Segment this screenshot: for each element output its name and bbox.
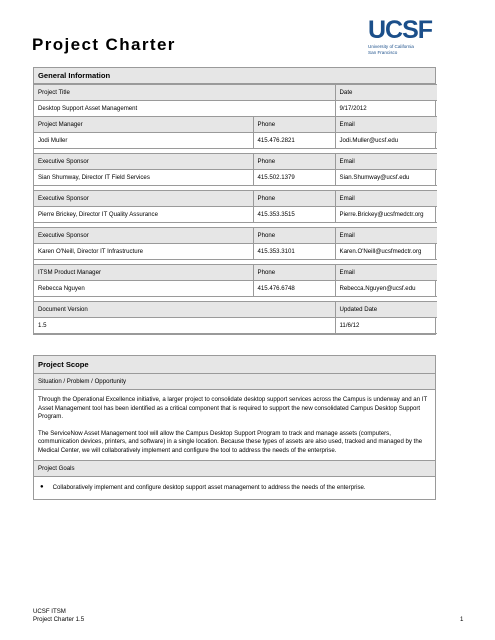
- phone-label: Phone: [253, 228, 335, 244]
- bullet-icon: ●: [40, 484, 44, 491]
- logo-subtitle-line-1: University of California: [368, 44, 414, 49]
- date-label: Date: [335, 85, 437, 101]
- email-label: Email: [335, 117, 437, 133]
- table-row: [34, 302, 437, 318]
- situation-body: [34, 390, 435, 461]
- email-label: Email: [335, 191, 437, 207]
- table-row: [34, 265, 437, 281]
- logo-subtitle: [368, 44, 468, 55]
- person-email: Karen.O'Neill@ucsfmedctr.org: [335, 244, 437, 260]
- document-version-value: 1.5: [34, 318, 335, 334]
- phone-label: Phone: [253, 191, 335, 207]
- logo-subtitle-line-2: San Francisco: [368, 49, 398, 55]
- goal-text: Collaboratively implement and configure desktop support asset management to address the needs of the enterprise.: [52, 483, 366, 491]
- phone-label: Phone: [253, 265, 335, 281]
- general-information-section: [33, 67, 436, 335]
- table-row: [34, 133, 437, 149]
- table-row: [34, 207, 437, 223]
- project-scope-section: [33, 355, 436, 500]
- table-row: [34, 85, 437, 101]
- page-title: Project Charter: [32, 35, 176, 54]
- phone-label: Phone: [253, 117, 335, 133]
- general-information-heading: General Information: [34, 68, 435, 84]
- phone-label: Phone: [253, 154, 335, 170]
- updated-date-value: 11/6/12: [335, 318, 437, 334]
- email-label: Email: [335, 154, 437, 170]
- person-phone: 415.476.6748: [253, 281, 335, 297]
- project-title-label: Project Title: [34, 85, 335, 101]
- table-row: [34, 101, 437, 117]
- person-phone: 415.476.2821: [253, 133, 335, 149]
- page-footer: [33, 608, 84, 624]
- table-row: [34, 318, 437, 334]
- person-email: Sian.Shumway@ucsf.edu: [335, 170, 437, 186]
- situation-paragraph-1: Through the Operational Excellence initiative, a larger project to consolidate desktop support services across the Campus is underway and an IT Asset Management tool has been identified as a critical component that is required to support the new consolidated Campus Desktop Support Program.: [38, 396, 428, 421]
- role-label: Executive Sponsor: [34, 191, 253, 207]
- list-item: [34, 477, 435, 499]
- role-label: Project Manager: [34, 117, 253, 133]
- table-row: [34, 170, 437, 186]
- person-name: Jodi Muller: [34, 133, 253, 149]
- role-label: Executive Sponsor: [34, 154, 253, 170]
- project-scope-heading: Project Scope: [34, 356, 435, 374]
- table-row: [34, 244, 437, 260]
- person-name: Karen O'Neill, Director IT Infrastructure: [34, 244, 253, 260]
- table-row: [34, 228, 437, 244]
- person-email: Pierre.Brickey@ucsfmedctr.org: [335, 207, 437, 223]
- footer-line-2: Project Charter 1.5: [33, 616, 85, 623]
- role-label: Executive Sponsor: [34, 228, 253, 244]
- general-information-table: [34, 84, 437, 334]
- person-phone: 415.353.3101: [253, 244, 335, 260]
- person-name: Rebecca Nguyen: [34, 281, 253, 297]
- date-value: 9/17/2012: [335, 101, 437, 117]
- document-version-label: Document Version: [34, 302, 335, 318]
- role-label: ITSM Product Manager: [34, 265, 253, 281]
- person-name: Sian Shumway, Director IT Field Services: [34, 170, 253, 186]
- email-label: Email: [335, 265, 437, 281]
- logo-mark: UCSF: [368, 16, 433, 44]
- situation-label: Situation / Problem / Opportunity: [34, 374, 435, 390]
- email-label: Email: [335, 228, 437, 244]
- updated-date-label: Updated Date: [335, 302, 437, 318]
- project-goals-label: Project Goals: [34, 461, 435, 477]
- person-phone: 415.353.3515: [253, 207, 335, 223]
- table-row: [34, 191, 437, 207]
- footer-line-1: UCSF ITSM: [33, 608, 66, 615]
- person-phone: 415.502.1379: [253, 170, 335, 186]
- person-email: Jodi.Muller@ucsf.edu: [335, 133, 437, 149]
- person-name: Pierre Brickey, Director IT Quality Assurance: [34, 207, 253, 223]
- person-email: Rebecca.Nguyen@ucsf.edu: [335, 281, 437, 297]
- page-number: 1: [460, 616, 464, 623]
- ucsf-logo: [368, 18, 468, 62]
- table-row: [34, 117, 437, 133]
- situation-paragraph-2: The ServiceNow Asset Management tool will allow the Campus Desktop Support Program to track and manage assets (computers, communication devices, printers, and software) in a single location. Because these types of assets are also used, tracked and managed by the Medical Center, we will collaboratively implement and configure the tool to address the needs of the enterprise.: [38, 429, 423, 454]
- table-row: [34, 154, 437, 170]
- table-row: [34, 281, 437, 297]
- project-title-value: Desktop Support Asset Management: [34, 101, 335, 117]
